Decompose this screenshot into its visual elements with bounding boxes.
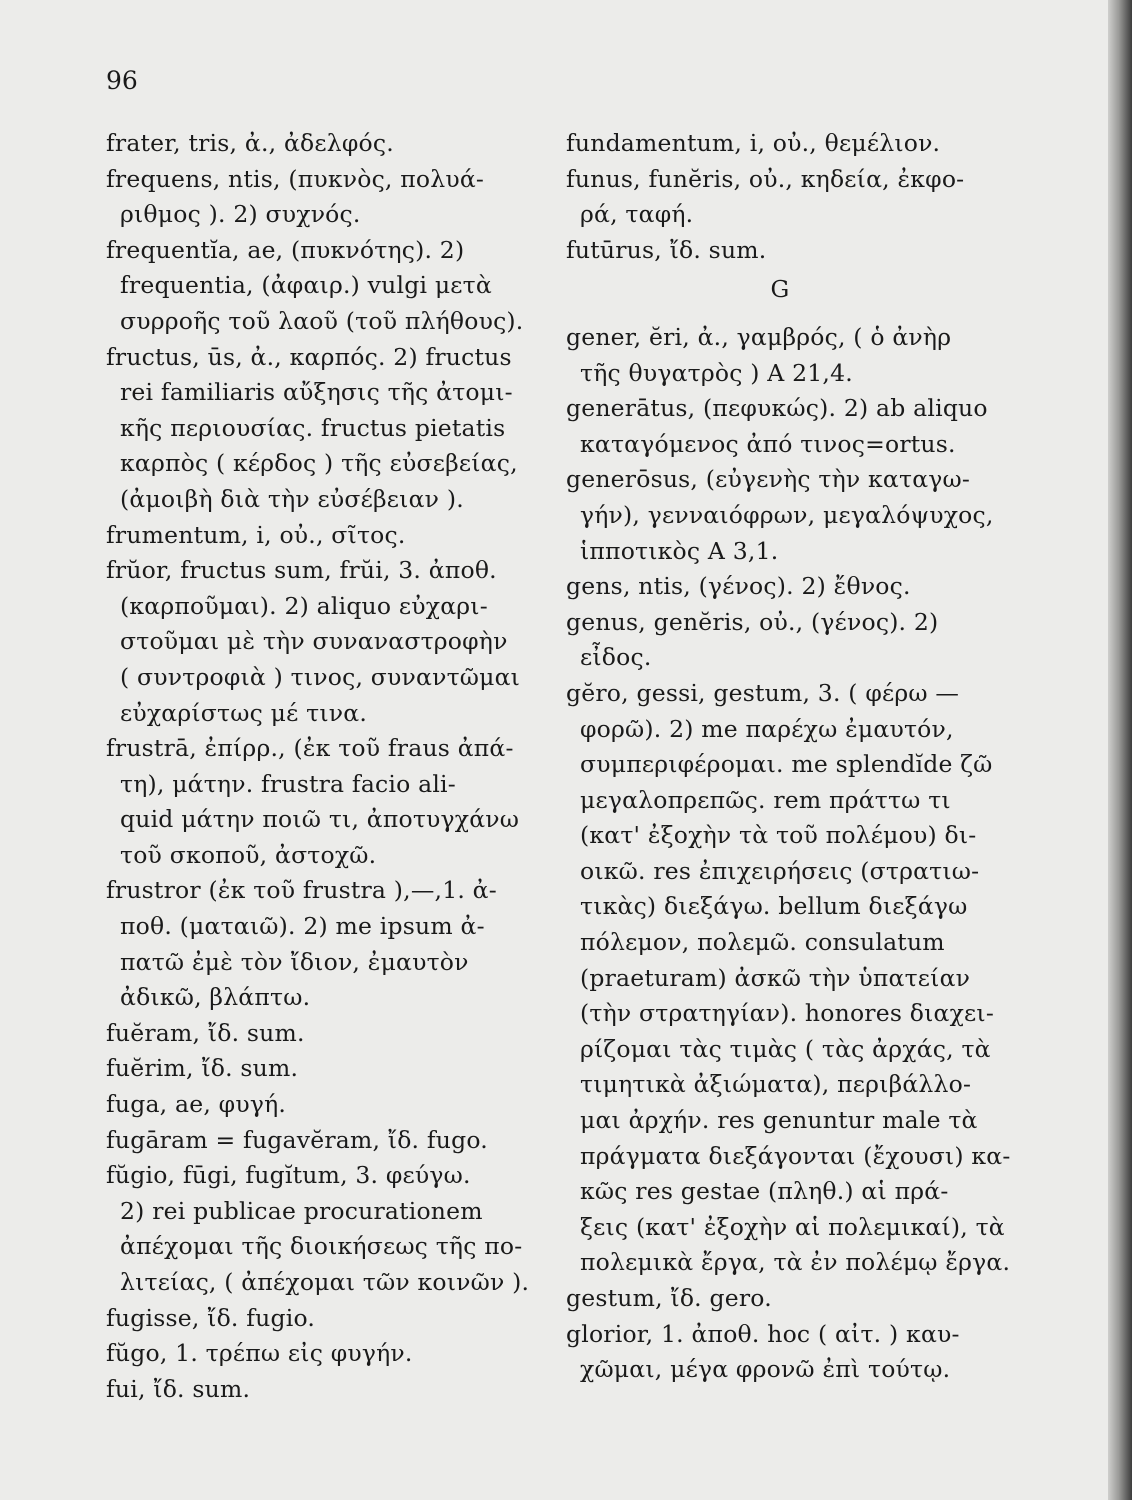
entry-continuation-line: ἱπποτικὸς Α 3,1. (580, 536, 779, 565)
entry-continuation-line: πολεμικὰ ἔργα, τὰ ἐν πολέμῳ ἔργα. (580, 1248, 1011, 1277)
entry-headword-line: fui, ἴδ. sum. (106, 1374, 251, 1403)
entry-headword-line: fŭgo, 1. τρέπω εἰς φυγήν. (106, 1339, 413, 1368)
dictionary-entry (106, 162, 532, 233)
dictionary-entry (566, 233, 994, 269)
entry-continuation-line: ρίζομαι τὰς τιμὰς ( τὰς ἀρχάς, τὰ (580, 1034, 991, 1063)
entry-headword-line: futūrus, ἴδ. sum. (566, 235, 767, 264)
dictionary-entry (566, 462, 994, 569)
left-column (106, 126, 532, 1407)
entry-continuation-line: (praeturam) ἀσκῶ τὴν ὑπατείαν (580, 963, 971, 992)
entry-continuation-line: ριθμος ). 2) συχνός. (120, 200, 361, 229)
entry-continuation-line: πόλεμον, πολεμῶ. consulatum (580, 928, 945, 957)
entry-continuation-line: τιμητικὰ ἀξιώματα), περιβάλλο- (580, 1070, 972, 1099)
entry-headword-line: gener, ĕri, ἀ., γαμβρός, ( ὁ ἀνὴρ (566, 322, 952, 351)
dictionary-entry (106, 1301, 532, 1337)
entry-continuation-line: τοῦ σκοποῦ, ἀστοχῶ. (120, 840, 377, 869)
entry-headword-line: fundamentum, i, οὐ., θεμέλιον. (566, 129, 941, 157)
dictionary-entry (566, 1281, 994, 1317)
dictionary-entry (566, 126, 994, 162)
right-column (566, 126, 1011, 1388)
dictionary-entry (106, 1051, 532, 1087)
entry-continuation-line: ξεις (κατ' ἐξοχὴν αἱ πολεμικαί), τὰ (580, 1212, 1005, 1241)
dictionary-entry (106, 518, 532, 554)
entry-headword-line: genus, genĕris, οὐ., (γένος). 2) (566, 607, 939, 636)
entry-continuation-line: rei familiaris αὔξησις τῆς ἀτομι- (120, 378, 513, 407)
dictionary-entry (106, 126, 532, 162)
entry-headword-line: frequentĭa, ae, (πυκνότης). 2) (106, 235, 465, 264)
entry-headword-line: gĕro, gessi, gestum, 3. ( φέρω — (566, 678, 960, 707)
entry-continuation-line: frequentia, (ἀφαιρ.) vulgi μετὰ (120, 271, 492, 300)
entry-continuation-line: ποθ. (ματαιῶ). 2) me ipsum ἀ- (120, 912, 485, 941)
entry-continuation-line: λιτείας, ( ἀπέχομαι τῶν κοινῶν ). (120, 1268, 530, 1296)
entry-headword-line: fructus, ūs, ἀ., καρπός. 2) fructus (106, 342, 512, 371)
entry-continuation-line: quid μάτην ποιῶ τι, ἀποτυγχάνω (120, 805, 520, 834)
entry-headword-line: fuga, ae, φυγή. (106, 1090, 287, 1119)
entry-headword-line: funus, funĕris, οὐ., κηδεία, ἐκφο- (566, 164, 965, 193)
entry-continuation-line: καταγόμενος ἀπό τινος=ortus. (580, 429, 956, 458)
entry-continuation-line: εὐχαρίστως μέ τινα. (120, 698, 367, 727)
entry-continuation-line: καρπὸς ( κέρδος ) τῆς εὐσεβείας, (120, 449, 518, 478)
entry-continuation-line: ( συντροφιὰ ) τινος, συναντῶμαι (120, 662, 521, 691)
entry-headword-line: fugāram = fugavĕram, ἴδ. fugo. (106, 1125, 488, 1154)
dictionary-entry (566, 605, 994, 676)
entry-continuation-line: πατῶ ἐμὲ τὸν ἴδιον, ἐμαυτὸν (120, 947, 469, 976)
entry-headword-line: frustror (ἐκ τοῦ frustra ),—,1. ἀ- (106, 876, 497, 905)
entry-continuation-line: γήν), γενναιόφρων, μεγαλόψυχος, (580, 500, 994, 529)
entry-continuation-line: (κατ' ἐξοχὴν τὰ τοῦ πολέμου) δι- (580, 821, 977, 850)
entry-continuation-line: ρά, ταφή. (580, 200, 694, 229)
entry-continuation-line: χῶμαι, μέγα φρονῶ ἐπὶ τούτῳ. (580, 1355, 951, 1384)
entry-continuation-line: 2) rei publicae procurationem (120, 1196, 483, 1225)
entry-continuation-line: εἶδος. (580, 643, 652, 672)
right-column-f-entries (566, 126, 994, 268)
entry-continuation-line: μεγαλοπρεπῶς. rem πράττω τι (580, 785, 951, 814)
dictionary-entry (566, 391, 994, 462)
entry-continuation-line: οικῶ. res ἐπιχειρήσεις (στρατιω- (580, 856, 980, 885)
right-column-g-entries (566, 320, 1011, 1388)
entry-headword-line: gestum, ἴδ. gero. (566, 1284, 772, 1312)
entry-headword-line: gens, ntis, (γένος). 2) ἔθνος. (566, 572, 911, 601)
page-edge-shadow (1108, 0, 1132, 1500)
dictionary-entry (106, 1158, 532, 1300)
entry-continuation-line: φορῶ). 2) me παρέχω ἐμαυτόν, (580, 714, 954, 743)
entry-continuation-line: τικὰς) διεξάγω. bellum διεξάγω (580, 892, 968, 921)
dictionary-entry (106, 553, 532, 731)
dictionary-entry (106, 873, 532, 1015)
dictionary-entry (106, 340, 532, 518)
entry-continuation-line: πράγματα διεξάγονται (ἔχουσι) κα- (580, 1141, 1011, 1170)
entry-headword-line: generātus, (πεφυκώς). 2) ab aliquo (566, 394, 988, 423)
entry-continuation-line: τη), μάτην. frustra facio ali- (120, 769, 456, 798)
entry-continuation-line: στοῦμαι μὲ τὴν συναναστροφὴν (120, 627, 508, 656)
entry-continuation-line: συρροῆς τοῦ λαοῦ (τοῦ πλήθους). (120, 306, 524, 335)
entry-headword-line: frustrā, ἐπίρρ., (ἐκ τοῦ fraus ἀπά- (106, 734, 514, 763)
dictionary-entry (566, 569, 994, 605)
entry-headword-line: fŭgio, fūgi, fugĭtum, 3. φεύγω. (106, 1161, 471, 1190)
entry-headword-line: frater, tris, ἀ., ἀδελφός. (106, 129, 394, 157)
entry-continuation-line: συμπεριφέρομαι. me splendĭde ζῶ (580, 750, 993, 779)
entry-headword-line: fugisse, ἴδ. fugio. (106, 1303, 316, 1332)
dictionary-entry (566, 676, 1011, 1281)
dictionary-entry (106, 1016, 532, 1052)
entry-continuation-line: ἀπέχομαι τῆς διοικήσεως τῆς πο- (120, 1232, 523, 1261)
entry-headword-line: fuĕrim, ἴδ. sum. (106, 1054, 299, 1083)
dictionary-entry (106, 1087, 532, 1123)
page-number: 96 (106, 66, 138, 95)
entry-continuation-line: (τὴν στρατηγίαν). honores διαχει- (580, 999, 994, 1028)
entry-continuation-line: ἀδικῶ, βλάπτω. (120, 983, 311, 1012)
entry-continuation-line: (καρποῦμαι). 2) aliquo εὐχαρι- (120, 591, 488, 620)
entry-continuation-line: μαι ἀρχήν. res genuntur male τὰ (580, 1106, 978, 1135)
dictionary-entry (566, 320, 994, 391)
section-letter: G (770, 275, 790, 304)
entry-headword-line: frumentum, i, οὐ., σῖτος. (106, 520, 406, 549)
dictionary-entry (566, 162, 994, 233)
entry-continuation-line: (ἀμοιβὴ διὰ τὴν εὐσέβειαν ). (120, 484, 464, 513)
dictionary-entry (106, 731, 532, 873)
dictionary-entry (566, 1317, 994, 1388)
dictionary-entry (106, 1372, 532, 1408)
entry-continuation-line: κῆς περιουσίας. fructus pietatis (120, 413, 506, 442)
entry-headword-line: fuĕram, ἴδ. sum. (106, 1018, 305, 1047)
entry-headword-line: glorior, 1. ἀποθ. hoc ( αἰτ. ) καυ- (566, 1319, 960, 1348)
entry-headword-line: generōsus, (εὐγενὴς τὴν καταγω- (566, 465, 971, 494)
entry-continuation-line: κῶς res gestae (πληθ.) αἱ πρά- (580, 1177, 949, 1206)
dictionary-entry (106, 1123, 532, 1159)
dictionary-entry (106, 1336, 532, 1372)
entry-continuation-line: τῆς θυγατρὸς ) Α 21,4. (580, 358, 853, 387)
dictionary-entry (106, 233, 532, 340)
entry-headword-line: frequens, ntis, (πυκνὸς, πολυά- (106, 164, 485, 193)
entry-headword-line: frŭor, fructus sum, frŭi, 3. ἀποθ. (106, 556, 497, 585)
